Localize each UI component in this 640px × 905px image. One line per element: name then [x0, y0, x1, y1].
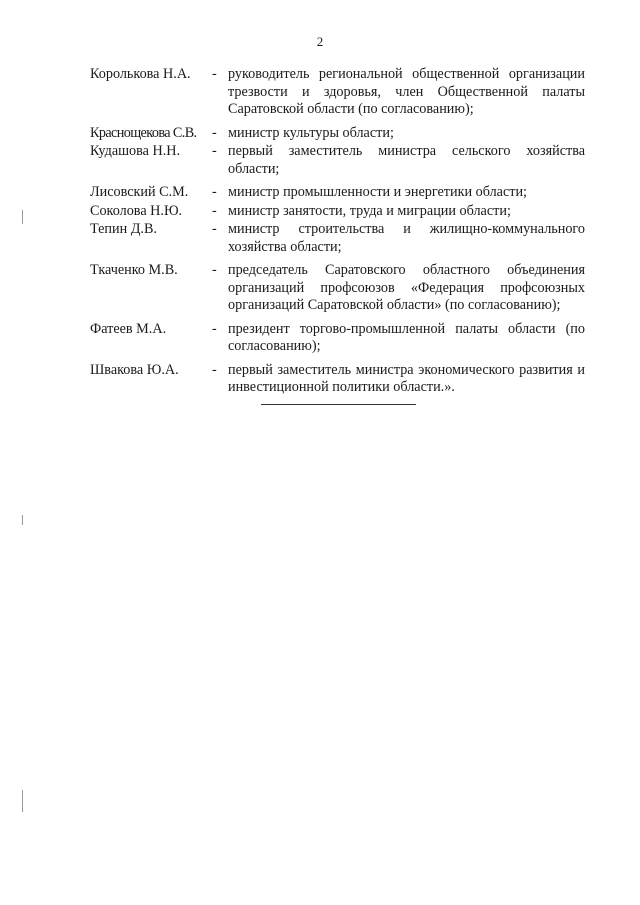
- member-name: Кудашова Н.Н.: [90, 143, 181, 159]
- member-position: первый заместитель министра сельского хозяйства области;: [228, 143, 585, 177]
- dash-separator: -: [212, 202, 217, 219]
- page-number: 2: [316, 34, 324, 49]
- member-name: Тепин Д.В.: [90, 221, 157, 237]
- scan-artifact: [22, 515, 23, 525]
- member-entry: [90, 262, 585, 315]
- member-entry: [90, 143, 585, 178]
- member-entry: [90, 66, 585, 119]
- member-list: [90, 66, 585, 397]
- member-entry: [90, 221, 585, 256]
- dash-separator: -: [212, 361, 217, 378]
- dash-separator: -: [212, 184, 217, 200]
- dash-separator: -: [212, 143, 217, 159]
- member-name: Лисовский С.М.: [90, 184, 189, 200]
- scan-artifact: [22, 210, 23, 224]
- member-name: Королькова Н.А.: [90, 66, 191, 82]
- member-name: Швакова Ю.А.: [90, 361, 179, 378]
- member-position: председатель Саратовского областного объединения организаций профсоюзов «Федерация профсоюзных организаций Саратовской области» (по согласованию);: [228, 262, 585, 313]
- scan-artifact: [22, 790, 23, 812]
- member-position: президент торгово-промышленной палаты области (по согласованию);: [228, 320, 585, 354]
- member-name: Фатеев М.А.: [90, 320, 167, 337]
- member-position: первый заместитель министра экономического развития и инвестиционной политики области.».: [228, 361, 585, 395]
- member-name: Ткаченко М.В.: [90, 262, 178, 278]
- member-entry: [90, 203, 585, 221]
- closing-divider: [261, 404, 416, 405]
- dash-separator: -: [212, 262, 217, 278]
- dash-separator: -: [212, 320, 217, 337]
- member-entry: [90, 362, 585, 397]
- member-entry: [90, 184, 585, 202]
- member-position: министр культуры области;: [228, 124, 394, 141]
- member-entry: [90, 125, 585, 143]
- dash-separator: -: [212, 66, 217, 82]
- dash-separator: -: [212, 221, 217, 237]
- member-entry: [90, 321, 585, 356]
- member-position: руководитель региональной общественной организации трезвости и здоровья, член Общественной палаты Саратовской области (по согласованию);: [228, 66, 585, 117]
- member-position: министр занятости, труда и миграции области;: [228, 202, 511, 219]
- member-position: министр промышленности и энергетики области;: [228, 184, 527, 200]
- member-name: Краснощекова С.В.: [90, 124, 197, 141]
- member-position: министр строительства и жилищно-коммунального хозяйства области;: [228, 221, 585, 255]
- dash-separator: -: [212, 124, 217, 141]
- member-name: Соколова Н.Ю.: [90, 202, 183, 219]
